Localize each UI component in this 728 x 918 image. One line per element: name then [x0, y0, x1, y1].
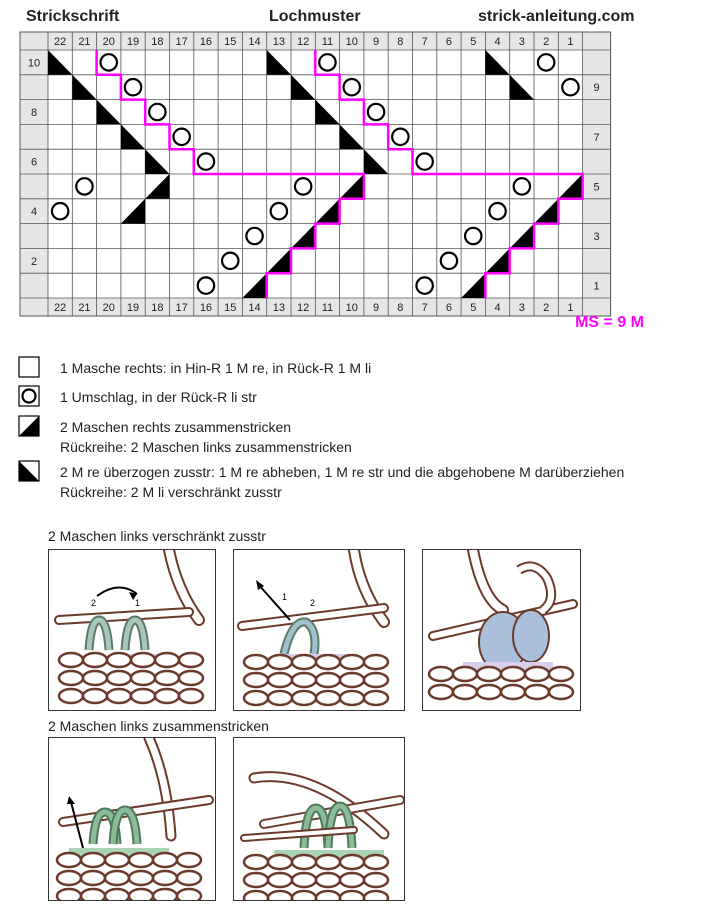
row-number-left: 4: [30, 206, 38, 219]
yarn-over-icon: [52, 203, 68, 219]
column-number-top: 12: [297, 36, 310, 48]
column-number-bottom: 8: [397, 302, 404, 314]
row-number-right: 9: [593, 82, 600, 95]
yarn-over-icon: [416, 153, 432, 169]
illustration-twisted-step-3: [422, 549, 581, 711]
section-title-purl-two-together: 2 Maschen links zusammenstricken: [48, 718, 269, 734]
yarn-over-icon: [319, 54, 335, 70]
section-title-twisted-purl: 2 Maschen links verschränkt zusstr: [48, 528, 266, 544]
yarn-over-icon: [538, 54, 554, 70]
yarn-over-icon: [173, 129, 189, 145]
yarn-over-icon: [101, 54, 117, 70]
yarn-over-icon: [368, 104, 384, 120]
column-number-top: 2: [543, 36, 550, 48]
legend-text-secondary: Rückreihe: 2 M li verschränkt zusstr: [60, 484, 282, 500]
column-number-bottom: 16: [199, 302, 213, 314]
yarn-over-icon: [392, 129, 408, 145]
column-number-bottom: 4: [494, 302, 501, 314]
illustration-twisted-step-1: [48, 549, 216, 711]
column-number-top: 14: [248, 36, 261, 48]
column-number-top: 6: [445, 36, 453, 48]
column-number-bottom: 17: [175, 302, 188, 314]
legend-text: 2 M re überzogen zusstr: 1 M re abheben, 1 M re str und die abgehobene M darüberziehen: [60, 464, 625, 480]
row-number-left: 2: [30, 255, 38, 268]
svg-text:1: 1: [282, 592, 288, 602]
yarn-over-icon: [18, 385, 40, 407]
column-number-top: 18: [151, 36, 164, 48]
column-number-bottom: 13: [272, 302, 285, 314]
yarn-over-icon: [562, 79, 578, 95]
repeat-label: MS = 9 M: [575, 314, 644, 331]
column-number-bottom: 2: [543, 302, 550, 314]
knit-box-icon: [18, 356, 40, 378]
column-number-bottom: 11: [321, 302, 334, 314]
column-number-top: 15: [224, 36, 237, 48]
column-number-top: 9: [372, 36, 380, 48]
yarn-over-icon: [125, 79, 141, 95]
column-number-top: 19: [126, 36, 140, 48]
row-number-right: 1: [593, 280, 600, 293]
yarn-over-icon: [416, 277, 432, 293]
row-number-left: 8: [30, 107, 38, 119]
column-number-top: 22: [54, 36, 67, 48]
illustration-purl-step-2: [233, 737, 405, 901]
column-number-top: 13: [272, 36, 285, 48]
ssk-icon: [18, 460, 40, 482]
column-number-bottom: 18: [151, 302, 164, 314]
yarn-over-icon: [198, 277, 214, 293]
column-number-top: 3: [518, 36, 525, 48]
yarn-over-icon: [76, 178, 92, 194]
column-number-top: 1: [567, 36, 574, 48]
column-number-bottom: 15: [224, 302, 237, 314]
column-number-bottom: 7: [421, 302, 428, 314]
svg-text:2: 2: [91, 598, 97, 608]
column-number-bottom: 21: [78, 302, 91, 314]
column-number-bottom: 1: [567, 302, 574, 314]
column-number-top: 10: [345, 36, 358, 48]
header-site-link[interactable]: strick-anleitung.com: [478, 8, 635, 25]
yarn-over-icon: [246, 228, 262, 244]
row-number-right: 7: [593, 131, 600, 144]
illustration-twisted-step-2: [233, 549, 405, 711]
legend-text: 2 Maschen rechts zusammenstricken: [60, 419, 292, 435]
column-number-top: 5: [470, 36, 477, 48]
illustration-purl-step-1: [48, 737, 216, 901]
row-number-right: 5: [593, 181, 600, 194]
svg-text:1: 1: [135, 598, 141, 608]
column-number-top: 17: [175, 36, 188, 48]
yarn-over-icon: [149, 104, 165, 120]
k2tog-icon: [18, 415, 40, 437]
yarn-over-icon: [295, 178, 311, 194]
legend-text: 1 Masche rechts: in Hin-R 1 M re, in Rück-R 1 M li: [60, 360, 372, 376]
yarn-over-icon: [222, 253, 238, 269]
column-number-bottom: 20: [102, 302, 115, 314]
column-number-bottom: 12: [297, 302, 310, 314]
header-center-title: Lochmuster: [269, 8, 361, 25]
column-number-bottom: 22: [54, 302, 67, 314]
column-number-top: 20: [102, 36, 115, 48]
yarn-over-icon: [465, 228, 481, 244]
column-number-bottom: 10: [345, 302, 358, 314]
column-number-bottom: 14: [248, 302, 261, 314]
svg-text:2: 2: [310, 598, 316, 608]
yarn-over-icon: [514, 178, 530, 194]
column-number-bottom: 6: [445, 302, 453, 314]
row-number-left: 6: [30, 156, 38, 169]
column-number-bottom: 9: [372, 302, 380, 314]
yarn-over-icon: [271, 203, 287, 219]
yarn-over-icon: [344, 79, 360, 95]
legend-text-secondary: Rückreihe: 2 Maschen links zusammenstricken: [60, 439, 352, 455]
column-number-bottom: 3: [518, 302, 525, 314]
column-number-top: 8: [397, 36, 404, 48]
row-number-right: 3: [593, 231, 600, 243]
legend-text: 1 Umschlag, in der Rück-R li str: [60, 389, 257, 405]
column-number-top: 4: [494, 36, 501, 48]
column-number-top: 16: [199, 36, 213, 48]
column-number-top: 7: [421, 36, 428, 48]
column-number-bottom: 19: [126, 302, 140, 314]
column-number-top: 21: [78, 36, 91, 48]
yarn-over-icon: [441, 253, 457, 269]
yarn-over-icon: [489, 203, 505, 219]
knitting-chart: [0, 0, 728, 340]
header-left-title: Strickschrift: [26, 8, 120, 25]
column-number-top: 11: [321, 36, 334, 48]
row-number-left: 10: [27, 57, 41, 70]
column-number-bottom: 5: [470, 302, 477, 314]
yarn-over-icon: [198, 153, 214, 169]
